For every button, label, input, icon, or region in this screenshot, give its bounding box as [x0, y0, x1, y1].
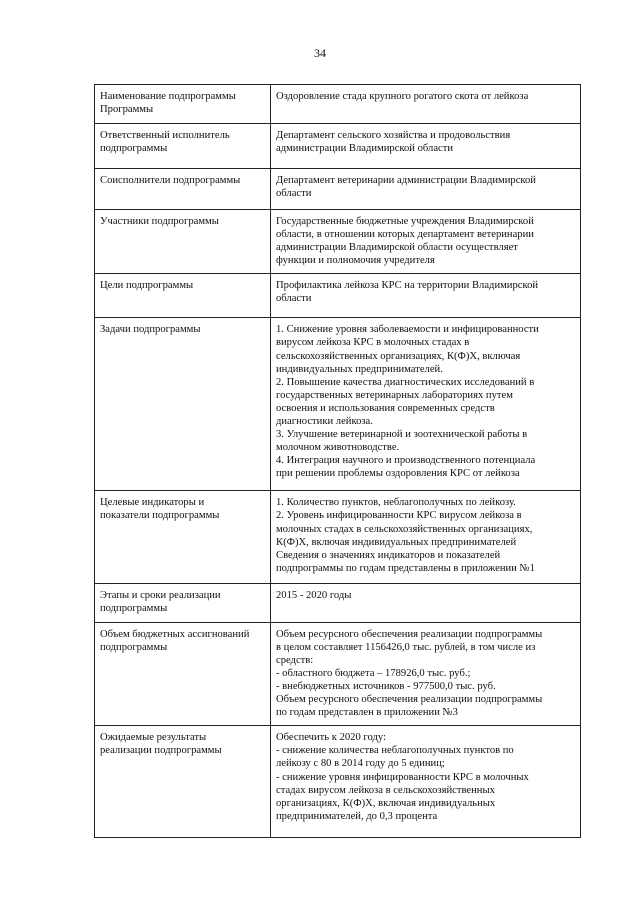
row-value-line: - областного бюджета – 178926,0 тыс. руб.;: [276, 667, 471, 679]
row-value-line: молочном животноводстве.: [276, 442, 400, 454]
row-value-cell: [271, 622, 581, 726]
row-label-line: Задачи подпрограммы: [100, 324, 201, 336]
row-label-cell: [95, 169, 271, 210]
row-value-line: Государственные бюджетные учреждения Владимирской: [276, 216, 534, 227]
row-value-cell: [271, 124, 581, 169]
row-value-line: - снижение количества неблагополучных пунктов по: [276, 745, 514, 757]
table-row: [95, 491, 581, 584]
row-label-line: Целевые индикаторы и: [100, 497, 205, 509]
row-value-line: при решении проблемы оздоровления КРС от лейкоза: [276, 468, 520, 480]
table-row: [95, 622, 581, 726]
row-value-cell: [271, 584, 581, 622]
table-row: [95, 584, 581, 622]
subprogram-passport-table: [94, 84, 581, 838]
row-label-cell: [95, 584, 271, 622]
row-value-cell: [271, 491, 581, 584]
row-label-cell: [95, 318, 271, 491]
row-label-line: Объем бюджетных ассигнований: [100, 628, 250, 640]
table-row: [95, 274, 581, 318]
row-value-line: Оздоровление стада крупного рогатого скота от лейкоза: [276, 91, 529, 102]
row-value-line: К(Ф)Х, включая индивидуальных предпринимателей: [276, 536, 517, 548]
row-value-line: 1. Количество пунктов, неблагополучных по лейкозу.: [276, 497, 516, 509]
row-value-line: организациях, К(Ф)Х, включая индивидуальных: [276, 797, 496, 809]
row-label-cell: [95, 210, 271, 274]
row-value-line: Объем ресурсного обеспечения реализации подпрограммы: [276, 694, 543, 706]
row-label-line: Этапы и сроки реализации: [100, 590, 221, 602]
row-value-line: 3. Улучшение ветеринарной и зоотехнической работы в: [276, 429, 528, 441]
row-value-cell: [271, 85, 581, 124]
row-label-line: Ожидаемые результаты: [100, 732, 207, 744]
row-label-line: показатели подпрограммы: [100, 510, 220, 522]
row-value-line: Обеспечить к 2020 году:: [276, 732, 386, 744]
row-label-line: подпрограммы: [100, 603, 168, 615]
row-value-line: освоения и использования современных средств: [276, 402, 495, 414]
row-label-cell: [95, 726, 271, 838]
row-value-line: Сведения о значениях индикаторов и показателей: [276, 549, 501, 561]
row-label-line: Участники подпрограммы: [100, 216, 219, 227]
row-value-line: 2. Уровень инфицированности КРС вирусом лейкоза в: [276, 510, 522, 522]
table-row: [95, 318, 581, 491]
row-value-line: функции и полномочия учредителя: [276, 255, 435, 267]
row-value-line: области, в отношении которых департамент ветеринарии: [276, 229, 534, 241]
row-value-line: области: [276, 293, 312, 305]
row-value-line: 4. Интеграция научного и производственного потенциала: [276, 455, 536, 467]
row-label-line: Цели подпрограммы: [100, 280, 194, 292]
row-label-line: Соисполнители подпрограммы: [100, 175, 241, 186]
row-value-line: предпринимателей, до 0,3 процента: [276, 810, 438, 822]
row-value-line: подпрограммы по годам представлены в приложении №1: [276, 562, 535, 574]
row-value-line: диагностики лейкоза.: [276, 416, 373, 428]
row-value-line: молочных стадах в сельскохозяйственных организациях,: [276, 523, 533, 535]
table-row: [95, 85, 581, 124]
table-row: [95, 124, 581, 169]
row-value-line: стадах вирусом лейкоза в сельскохозяйственных: [276, 784, 495, 796]
row-label-line: подпрограммы: [100, 143, 168, 155]
row-value-line: администрации Владимирской области: [276, 143, 454, 155]
row-value-cell: [271, 169, 581, 210]
row-value-line: 2. Повышение качества диагностических исследований в: [276, 376, 535, 388]
row-value-line: Объем ресурсного обеспечения реализации подпрограммы: [276, 628, 543, 640]
row-value-line: в целом составляет 1156426,0 тыс. рублей, в том числе из: [276, 641, 536, 653]
row-label-cell: [95, 491, 271, 584]
row-value-line: области: [276, 188, 312, 200]
row-value-line: Департамент сельского хозяйства и продовольствия: [276, 130, 511, 141]
row-value-line: индивидуальных предпринимателей.: [276, 363, 443, 375]
row-value-line: средств:: [276, 654, 314, 666]
row-label-cell: [95, 85, 271, 124]
row-value-line: 2015 - 2020 годы: [276, 590, 352, 602]
row-value-cell: [271, 318, 581, 491]
row-label-cell: [95, 622, 271, 726]
row-value-line: вирусом лейкоза КРС в молочных стадах в: [276, 337, 470, 349]
row-value-cell: [271, 274, 581, 318]
row-value-cell: [271, 210, 581, 274]
row-value-line: государственных ветеринарных лабораториях путем: [276, 389, 513, 401]
table-row: [95, 210, 581, 274]
row-value-line: Профилактика лейкоза КРС на территории Владимирской: [276, 280, 539, 292]
page-number: 34: [314, 46, 326, 60]
row-value-line: по годам представлен в приложении №3: [276, 707, 458, 719]
row-value-line: Департамент ветеринарии администрации Владимирской: [276, 175, 536, 186]
row-value-line: администрации Владимирской области осуществляет: [276, 242, 518, 254]
row-label-cell: [95, 274, 271, 318]
row-value-line: - внебюджетных источников - 977500,0 тыс. руб.: [276, 680, 496, 692]
row-value-cell: [271, 726, 581, 838]
row-value-line: лейкозу с 80 в 2014 году до 5 единиц;: [276, 758, 445, 770]
row-label-line: Наименование подпрограммы: [100, 91, 236, 102]
row-label-cell: [95, 124, 271, 169]
row-value-line: - снижение уровня инфицированности КРС в молочных: [276, 771, 529, 783]
table-row: [95, 726, 581, 838]
row-value-line: 1. Снижение уровня заболеваемости и инфицированности: [276, 324, 539, 336]
row-value-line: сельскохозяйственных организациях, К(Ф)Х, включая: [276, 350, 521, 362]
row-label-line: реализации подпрограммы: [100, 745, 222, 757]
table-row: [95, 169, 581, 210]
row-label-line: Ответственный исполнитель: [100, 130, 230, 141]
row-label-line: подпрограммы: [100, 641, 168, 653]
row-label-line: Программы: [100, 104, 154, 116]
